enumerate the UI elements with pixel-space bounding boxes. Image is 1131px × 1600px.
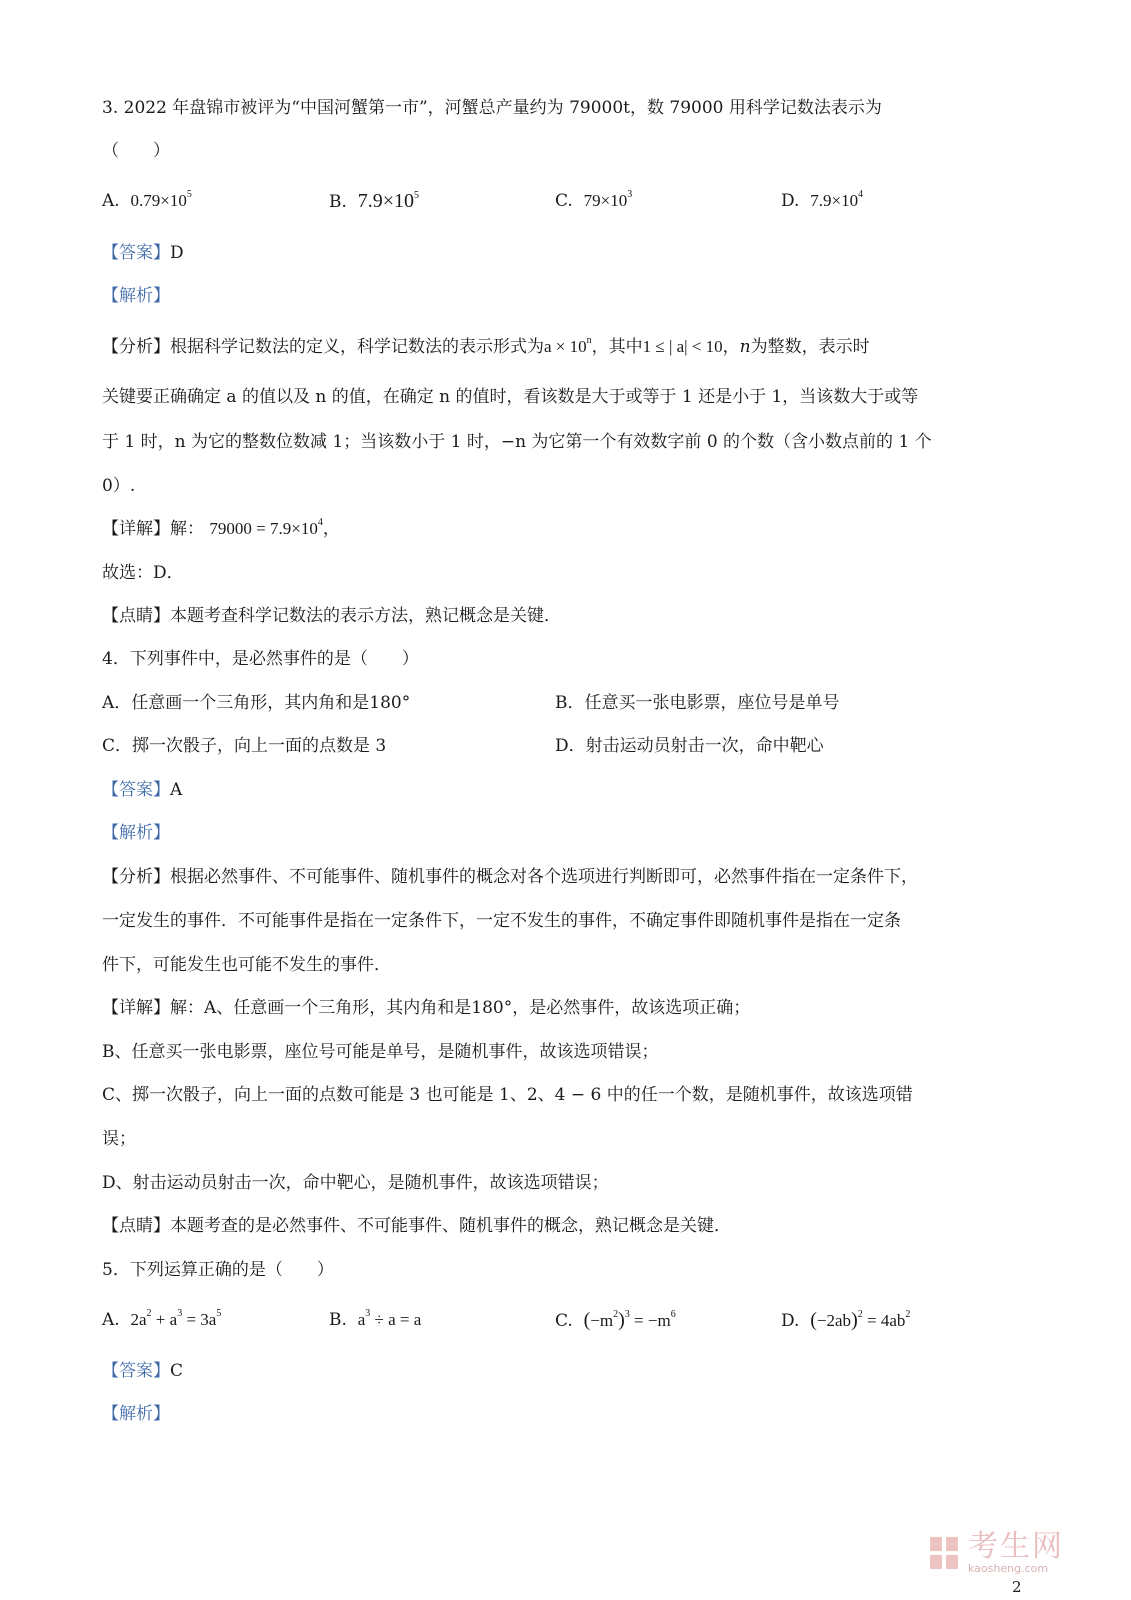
q4-detail-line-2: B、任意买一张电影票，座位号可能是单号，是随机事件，故该选项错误； <box>102 1042 659 1062</box>
q3-stem: 3. 2022 年盘锦市被评为“中国河蟹第一市”，河蟹总产量约为 79000t，数 79000 用科学记数法表示为 <box>102 98 882 118</box>
q4-analysis-line-2: 一定发生的事件．不可能事件是指在一定条件下，一定不发生的事件，不确定事件即随机事件是指在一定条 <box>102 911 901 931</box>
q4-detail-line-5: D、射击运动员射击一次，命中靶心，是随机事件，故该选项错误； <box>102 1173 609 1193</box>
q5-option-d-expr: $(-2ab)^2 = 4ab^2$ <box>810 1309 911 1331</box>
q3-option-d-value: $7.9\times 10^4$ <box>810 189 864 210</box>
q3-choose: 故选：D． <box>102 563 184 583</box>
q3-analysis-line-1: 【分析】根据科学记数法的定义，科学记数法的表示形式为$a \times 10^n$，其中1 ≤ | a| < 10，n为整数，表示时 <box>102 335 870 357</box>
q4-analysis-line-3: 件下，可能发生也可能不发生的事件． <box>102 955 391 975</box>
q5-option-c-expr: $(-m^2)^3 = -m^6$ <box>583 1309 676 1331</box>
kaosheng-logo-icon <box>930 1533 962 1573</box>
watermark <box>930 1531 1064 1575</box>
q3-analysis-line-3: 于 1 时，n 为它的整数位数减 1；当该数小于 1 时，−n 为它第一个有效数字前 0 的个数（含小数点前的 1 个 <box>102 432 932 452</box>
q3-option-b: B. $7.9\times 10^5$ <box>329 190 419 212</box>
q4-point: 【点睛】本题考查的是必然事件、不可能事件、随机事件的概念，熟记概念是关键． <box>102 1216 731 1236</box>
q4-option-a: A．任意画一个三角形，其内角和是180° <box>102 693 411 713</box>
q5-option-a: A. $2a^2 + a^3 = 3a^5$ <box>102 1308 222 1330</box>
q4-jiexi: 【解析】 <box>102 823 170 843</box>
q4-analysis-line-1: 【分析】根据必然事件、不可能事件、随机事件的概念对各个选项进行判断即可，必然事件指在一定条件下， <box>102 867 918 887</box>
q3-jiexi: 【解析】 <box>102 286 170 306</box>
q3-option-b-value: $7.9\times 10^5$ <box>357 190 419 212</box>
q3-option-a: A. $0.79\times 10^5$ <box>102 189 192 211</box>
q3-analysis-line-4: 0）. <box>102 476 136 496</box>
q5-option-b-expr: $a^3 \div a = a$ <box>357 1308 422 1329</box>
q5-option-a-expr: $2a^2 + a^3 = 3a^5$ <box>130 1308 222 1329</box>
q3-detail: 【详解】解： $79000 = 7.9\times 10^4$， <box>102 517 340 539</box>
watermark-text: 考生网 <box>968 1529 1064 1564</box>
q3-option-c-value: $79\times 10^3$ <box>583 189 633 210</box>
q5-answer: 【答案】C <box>102 1361 184 1381</box>
q4-detail-line-1: 【详解】解：A、任意画一个三角形，其内角和是180°，是必然事件，故该选项正确； <box>102 998 751 1018</box>
page-number: 2 <box>1012 1578 1022 1596</box>
q3-option-d: D. $7.9\times 10^4$ <box>781 189 864 211</box>
q4-answer: 【答案】A <box>102 780 183 800</box>
q5-option-b: B. $a^3 \div a = a$ <box>329 1308 422 1330</box>
q4-option-d: D．射击运动员射击一次，命中靶心 <box>555 736 824 756</box>
q5-option-d: D. $(-2ab)^2 = 4ab^2$ <box>781 1309 911 1331</box>
q3-answer: 【答案】D <box>102 243 184 263</box>
q3-option-c: C. $79\times 10^3$ <box>555 189 633 211</box>
q5-jiexi: 【解析】 <box>102 1404 170 1424</box>
watermark-url: kaosheng.com <box>968 1562 1049 1575</box>
q4-option-b: B．任意买一张电影票，座位号是单号 <box>555 693 840 713</box>
q5-stem: 5．下列运算正确的是（ ） <box>102 1260 334 1280</box>
q3-analysis-line-2: 关键要正确确定 a 的值以及 n 的值，在确定 n 的值时，看该数是大于或等于 1 还是小于 1，当该数大于或等 <box>102 387 919 407</box>
q4-detail-line-4: 误； <box>102 1129 136 1149</box>
q4-detail-line-3: C、掷一次骰子，向上一面的点数可能是 3 也可能是 1、2、4 − 6 中的任一个数，是随机事件，故该选项错 <box>102 1085 913 1105</box>
q4-stem: 4．下列事件中，是必然事件的是（ ） <box>102 649 419 669</box>
q5-option-c: C. $(-m^2)^3 = -m^6$ <box>555 1309 676 1331</box>
q4-option-c: C．掷一次骰子，向上一面的点数是 3 <box>102 736 387 756</box>
q3-point: 【点睛】本题考查科学记数法的表示方法，熟记概念是关键． <box>102 606 561 626</box>
q3-option-a-value: $0.79\times 10^5$ <box>130 189 192 210</box>
q3-paren: （ ） <box>102 141 170 161</box>
